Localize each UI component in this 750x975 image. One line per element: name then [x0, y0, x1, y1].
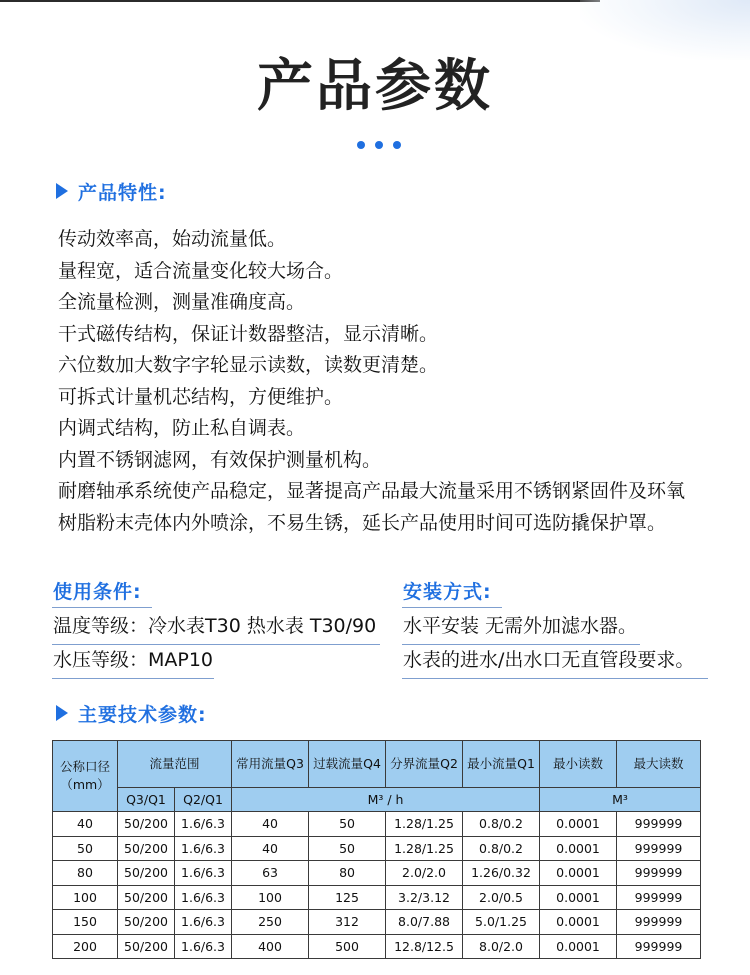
cell-q2q1: 1.6/6.3: [175, 910, 232, 935]
cell-q1: 1.26/0.32: [463, 861, 540, 886]
installation-line-1: 水平安装 无需外加滤水器。: [403, 615, 638, 637]
header-flow-range: 流量范围: [118, 741, 232, 788]
specs-heading: [56, 699, 207, 727]
header-q2: 分界流量Q2: [386, 741, 463, 788]
cell-q3q1: 50/200: [118, 934, 175, 959]
cell-q2q1: 1.6/6.3: [175, 861, 232, 886]
feature-line: 内置不锈钢滤网，有效保护测量机构。: [58, 448, 382, 471]
cell-q3: 40: [232, 836, 309, 861]
feature-line: 干式磁传结构，保证计数器整洁，显示清晰。: [58, 322, 439, 345]
features-list: [58, 224, 718, 539]
cell-q3: 250: [232, 910, 309, 935]
cell-q4: 500: [309, 934, 386, 959]
cell-max-reading: 999999: [617, 910, 701, 935]
feature-line: 六位数加大数字字轮显示读数，读数更清楚。: [58, 354, 439, 376]
spec-table: [52, 740, 701, 959]
dot: [393, 141, 401, 149]
page-title: 产品参数: [257, 54, 493, 119]
cell-q3q1: 50/200: [118, 910, 175, 935]
feature-line: 耐磨轴承系统使产品稳定，显著提高产品最大流量采用不锈钢紧固件及环氧: [58, 480, 686, 502]
cell-q2q1: 1.6/6.3: [175, 885, 232, 910]
installation-line-2: 水表的进水/出水口无直管段要求。: [403, 649, 695, 671]
cell-min-reading: 0.0001: [540, 836, 617, 861]
feature-line: 内调式结构，防止私自调表。: [58, 417, 306, 439]
cell-q4: 50: [309, 836, 386, 861]
header-q1: 最小流量Q1: [463, 741, 540, 788]
cell-q3: 40: [232, 812, 309, 837]
conditions-heading-underline: [52, 607, 152, 608]
cell-q1: 0.8/0.2: [463, 836, 540, 861]
cell-diameter: 80: [53, 861, 118, 886]
cell-diameter: 50: [53, 836, 118, 861]
installation-heading-underline: [402, 607, 502, 608]
top-divider-line: [0, 0, 600, 2]
cell-q3q1: 50/200: [118, 812, 175, 837]
cell-q2: 1.28/1.25: [386, 836, 463, 861]
cell-q2q1: 1.6/6.3: [175, 812, 232, 837]
header-flow-unit: M³ / h: [232, 788, 540, 812]
dot: [357, 141, 365, 149]
pressure-underline: [52, 678, 214, 679]
conditions-heading: 使用条件:: [53, 581, 142, 603]
cell-min-reading: 0.0001: [540, 885, 617, 910]
cell-diameter: 100: [53, 885, 118, 910]
cell-q2q1: 1.6/6.3: [175, 934, 232, 959]
cell-q2: 12.8/12.5: [386, 934, 463, 959]
cell-q4: 125: [309, 885, 386, 910]
cell-q3q1: 50/200: [118, 885, 175, 910]
feature-line: 量程宽，适合流量变化较大场合。: [58, 259, 344, 282]
features-heading: [56, 177, 167, 205]
cell-q2q1: 1.6/6.3: [175, 836, 232, 861]
cell-q4: 50: [309, 812, 386, 837]
cell-q4: 312: [309, 910, 386, 935]
table-row: [53, 812, 701, 837]
cell-max-reading: 999999: [617, 836, 701, 861]
features-heading-text: 产品特性:: [78, 181, 167, 204]
cell-q2: 3.2/3.12: [386, 885, 463, 910]
cell-diameter: 200: [53, 934, 118, 959]
cell-q2: 1.28/1.25: [386, 812, 463, 837]
installation-heading: 安装方式:: [403, 581, 492, 603]
header-q4: 过载流量Q4: [309, 741, 386, 788]
cell-min-reading: 0.0001: [540, 934, 617, 959]
title-dots-decoration: [357, 141, 407, 151]
cell-q3q1: 50/200: [118, 836, 175, 861]
header-reading-unit: M³: [540, 788, 701, 812]
table-row: [53, 885, 701, 910]
cell-q1: 8.0/2.0: [463, 934, 540, 959]
table-row: [53, 910, 701, 935]
table-row: [53, 836, 701, 861]
cell-q3: 400: [232, 934, 309, 959]
cell-q4: 80: [309, 861, 386, 886]
feature-line: 全流量检测，测量准确度高。: [58, 291, 306, 313]
feature-line: 树脂粉末壳体内外喷涂，不易生锈，延长产品使用时间可选防撬保护罩。: [58, 511, 667, 534]
cell-min-reading: 0.0001: [540, 812, 617, 837]
cell-max-reading: 999999: [617, 812, 701, 837]
cell-diameter: 40: [53, 812, 118, 837]
dot: [375, 141, 383, 149]
corner-decoration: [580, 0, 750, 60]
triangle-bullet-icon: [56, 705, 68, 721]
header-q3: 常用流量Q3: [232, 741, 309, 788]
header-q3q1: Q3/Q1: [118, 788, 175, 812]
cell-diameter: 150: [53, 910, 118, 935]
cell-min-reading: 0.0001: [540, 910, 617, 935]
temperature-grade: 温度等级：冷水表T30 热水表 T30/90: [53, 615, 377, 637]
header-min-reading: 最小读数: [540, 741, 617, 788]
header-q2q1: Q2/Q1: [175, 788, 232, 812]
cell-q1: 5.0/1.25: [463, 910, 540, 935]
cell-q3: 63: [232, 861, 309, 886]
cell-min-reading: 0.0001: [540, 861, 617, 886]
header-max-reading: 最大读数: [617, 741, 701, 788]
cell-q1: 2.0/0.5: [463, 885, 540, 910]
pressure-grade: 水压等级：MAP10: [53, 649, 214, 671]
cell-max-reading: 999999: [617, 885, 701, 910]
triangle-bullet-icon: [56, 183, 68, 199]
temperature-underline: [52, 644, 380, 645]
table-row: [53, 861, 701, 886]
cell-q3q1: 50/200: [118, 861, 175, 886]
specs-heading-text: 主要技术参数:: [78, 703, 207, 726]
installation-line-2-underline: [402, 678, 708, 679]
feature-line: 传动效率高，始动流量低。: [58, 228, 287, 250]
table-row: [53, 934, 701, 959]
cell-q2: 8.0/7.88: [386, 910, 463, 935]
cell-max-reading: 999999: [617, 934, 701, 959]
header-diameter: 公称口径（mm）: [53, 741, 118, 812]
cell-max-reading: 999999: [617, 861, 701, 886]
cell-q2: 2.0/2.0: [386, 861, 463, 886]
feature-line: 可拆式计量机芯结构，方便维护。: [58, 385, 344, 408]
installation-line-1-underline: [402, 644, 640, 645]
cell-q3: 100: [232, 885, 309, 910]
cell-q1: 0.8/0.2: [463, 812, 540, 837]
